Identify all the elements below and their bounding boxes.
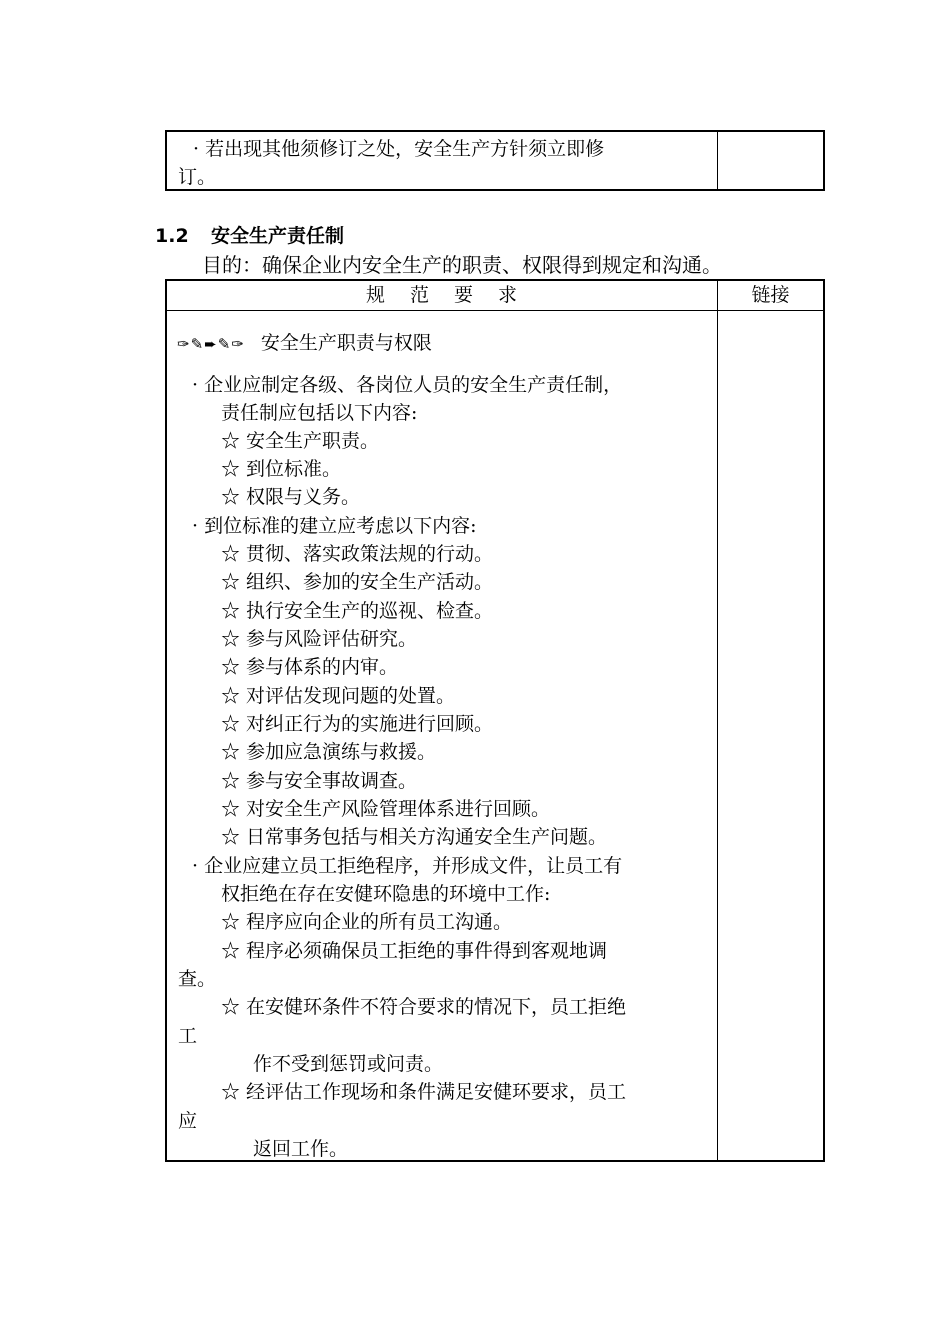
- list-item: ☆ 对评估发现问题的处置。: [221, 685, 456, 707]
- subheading-symbols: ✑✎➨✎✑: [177, 335, 245, 353]
- continuation-table: [165, 130, 825, 191]
- list-item: 查。: [178, 968, 217, 990]
- section-heading: [155, 224, 344, 248]
- section-purpose: 目的：确保企业内安全生产的职责、权限得到规定和沟通。: [202, 253, 722, 277]
- header-char: 规: [365, 284, 386, 306]
- section-number: 1.2: [155, 225, 189, 247]
- list-item: 返回工作。: [253, 1138, 349, 1160]
- continuation-link-cell: [717, 132, 823, 189]
- subheading: [177, 331, 432, 356]
- list-item: ☆ 组织、参加的安全生产活动。: [221, 571, 494, 593]
- table-header-row: [167, 281, 823, 311]
- header-char: 范: [409, 284, 430, 306]
- list-item: ☆ 经评估工作现场和条件满足安健环要求，员工: [221, 1081, 627, 1103]
- list-item: ☆ 在安健环条件不符合要求的情况下，员工拒绝: [221, 996, 627, 1018]
- list-item: 工: [178, 1025, 198, 1047]
- header-char: 要: [454, 284, 475, 306]
- list-item: 责任制应包括以下内容:: [221, 402, 418, 424]
- list-item: ☆ 参与风险评估研究。: [221, 628, 418, 650]
- list-item: ☆ 贯彻、落实政策法规的行动。: [221, 543, 494, 565]
- list-item: · 企业应建立员工拒绝程序，并形成文件，让员工有: [192, 855, 623, 877]
- list-item: ☆ 程序应向企业的所有员工沟通。: [221, 911, 513, 933]
- list-item: ☆ 权限与义务。: [221, 486, 361, 508]
- section-title: 安全生产责任制: [211, 225, 345, 247]
- list-item: ☆ 对纠正行为的实施进行回顾。: [221, 713, 494, 735]
- header-requirements: [167, 281, 717, 310]
- subheading-text: 安全生产职责与权限: [260, 332, 432, 354]
- list-item: ☆ 对安全生产风险管理体系进行回顾。: [221, 798, 551, 820]
- list-item: ☆ 到位标准。: [221, 458, 342, 480]
- list-item: ☆ 参与体系的内审。: [221, 656, 399, 678]
- requirements-cell: [167, 311, 717, 1160]
- list-item: ☆ 执行安全生产的巡视、检查。: [221, 600, 494, 622]
- header-link: 链接: [717, 281, 823, 310]
- continuation-line-2: 订。: [178, 166, 217, 188]
- link-cell: [717, 311, 823, 1160]
- list-item: ☆ 参加应急演练与救援。: [221, 741, 437, 763]
- list-item: ☆ 日常事务包括与相关方沟通安全生产问题。: [221, 826, 608, 848]
- list-item: 权拒绝在存在安健环隐患的环境中工作:: [221, 883, 551, 905]
- requirements-table: [165, 279, 825, 1162]
- header-char: 求: [498, 284, 519, 306]
- list-item: ☆ 参与安全事故调查。: [221, 770, 418, 792]
- list-item: ☆ 安全生产职责。: [221, 430, 380, 452]
- list-item: · 到位标准的建立应考虑以下内容:: [192, 515, 477, 537]
- continuation-requirements-cell: [167, 132, 717, 189]
- list-item: · 企业应制定各级、各岗位人员的安全生产责任制，: [192, 374, 623, 396]
- list-item: ☆ 程序必须确保员工拒绝的事件得到客观地调: [221, 940, 608, 962]
- continuation-line-1: · 若出现其他须修订之处，安全生产方针须立即修: [193, 138, 605, 160]
- list-item: 应: [178, 1110, 198, 1132]
- list-item: 作不受到惩罚或问责。: [253, 1053, 444, 1075]
